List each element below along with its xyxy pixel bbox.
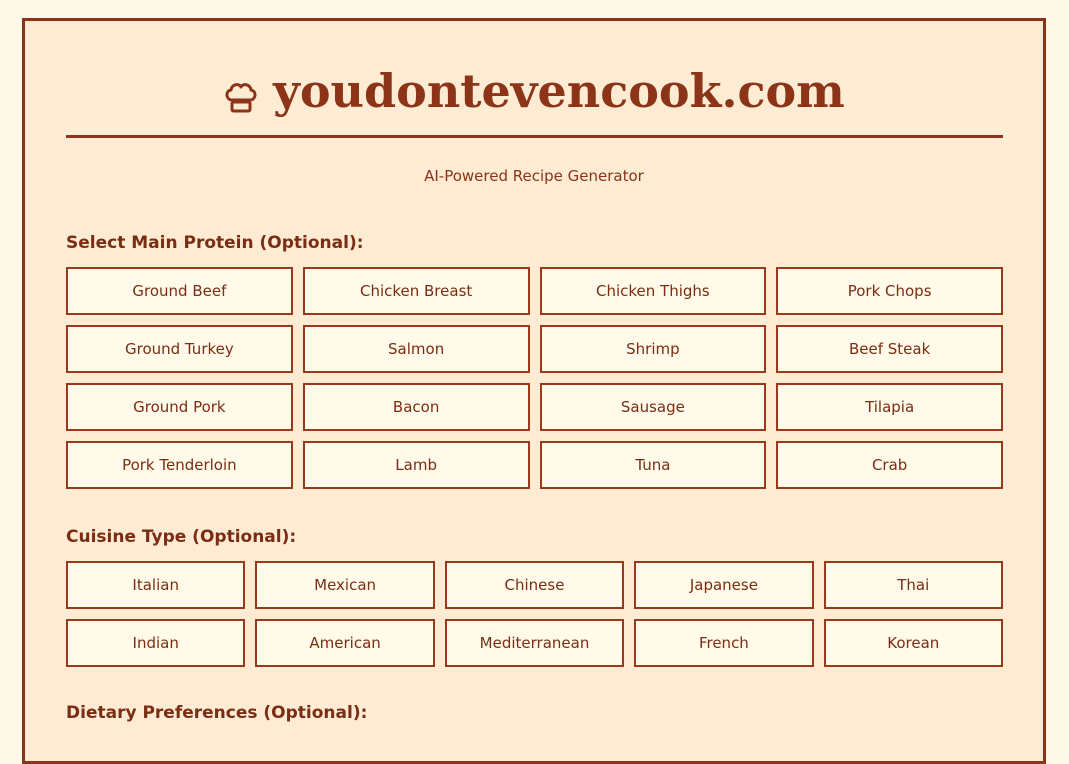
protein-section-label: Select Main Protein (Optional):: [66, 233, 364, 253]
protein-option-crab[interactable]: Crab: [776, 441, 1003, 489]
protein-option-ground-pork[interactable]: Ground Pork: [66, 383, 293, 431]
page-subtitle: AI-Powered Recipe Generator: [424, 167, 644, 185]
cuisine-option-korean[interactable]: Korean: [824, 619, 1003, 667]
protein-option-bacon[interactable]: Bacon: [303, 383, 530, 431]
protein-option-beef-steak[interactable]: Beef Steak: [776, 325, 1003, 373]
cuisine-option-indian[interactable]: Indian: [66, 619, 245, 667]
cuisine-option-french[interactable]: French: [634, 619, 813, 667]
protein-option-tilapia[interactable]: Tilapia: [776, 383, 1003, 431]
protein-option-ground-beef[interactable]: Ground Beef: [66, 267, 293, 315]
header-divider: [66, 135, 1003, 138]
protein-option-sausage[interactable]: Sausage: [540, 383, 767, 431]
cuisine-option-mediterranean[interactable]: Mediterranean: [445, 619, 624, 667]
protein-option-tuna[interactable]: Tuna: [540, 441, 767, 489]
protein-option-chicken-breast[interactable]: Chicken Breast: [303, 267, 530, 315]
protein-option-shrimp[interactable]: Shrimp: [540, 325, 767, 373]
cuisine-option-chinese[interactable]: Chinese: [445, 561, 624, 609]
protein-option-salmon[interactable]: Salmon: [303, 325, 530, 373]
protein-options: [66, 267, 1003, 489]
site-title: youdontevencook.com: [273, 64, 845, 118]
protein-option-ground-turkey[interactable]: Ground Turkey: [66, 325, 293, 373]
recipe-generator-card: [22, 18, 1046, 764]
protein-option-pork-chops[interactable]: Pork Chops: [776, 267, 1003, 315]
cuisine-option-american[interactable]: American: [255, 619, 434, 667]
dietary-section-label: Dietary Preferences (Optional):: [66, 703, 368, 723]
cuisine-section-label: Cuisine Type (Optional):: [66, 527, 297, 547]
cuisine-options: [66, 561, 1003, 667]
cuisine-option-thai[interactable]: Thai: [824, 561, 1003, 609]
chef-hat-icon: [223, 73, 259, 109]
protein-option-chicken-thighs[interactable]: Chicken Thighs: [540, 267, 767, 315]
protein-option-lamb[interactable]: Lamb: [303, 441, 530, 489]
cuisine-option-mexican[interactable]: Mexican: [255, 561, 434, 609]
site-header: [25, 63, 1043, 119]
protein-option-pork-tenderloin[interactable]: Pork Tenderloin: [66, 441, 293, 489]
cuisine-option-italian[interactable]: Italian: [66, 561, 245, 609]
cuisine-option-japanese[interactable]: Japanese: [634, 561, 813, 609]
